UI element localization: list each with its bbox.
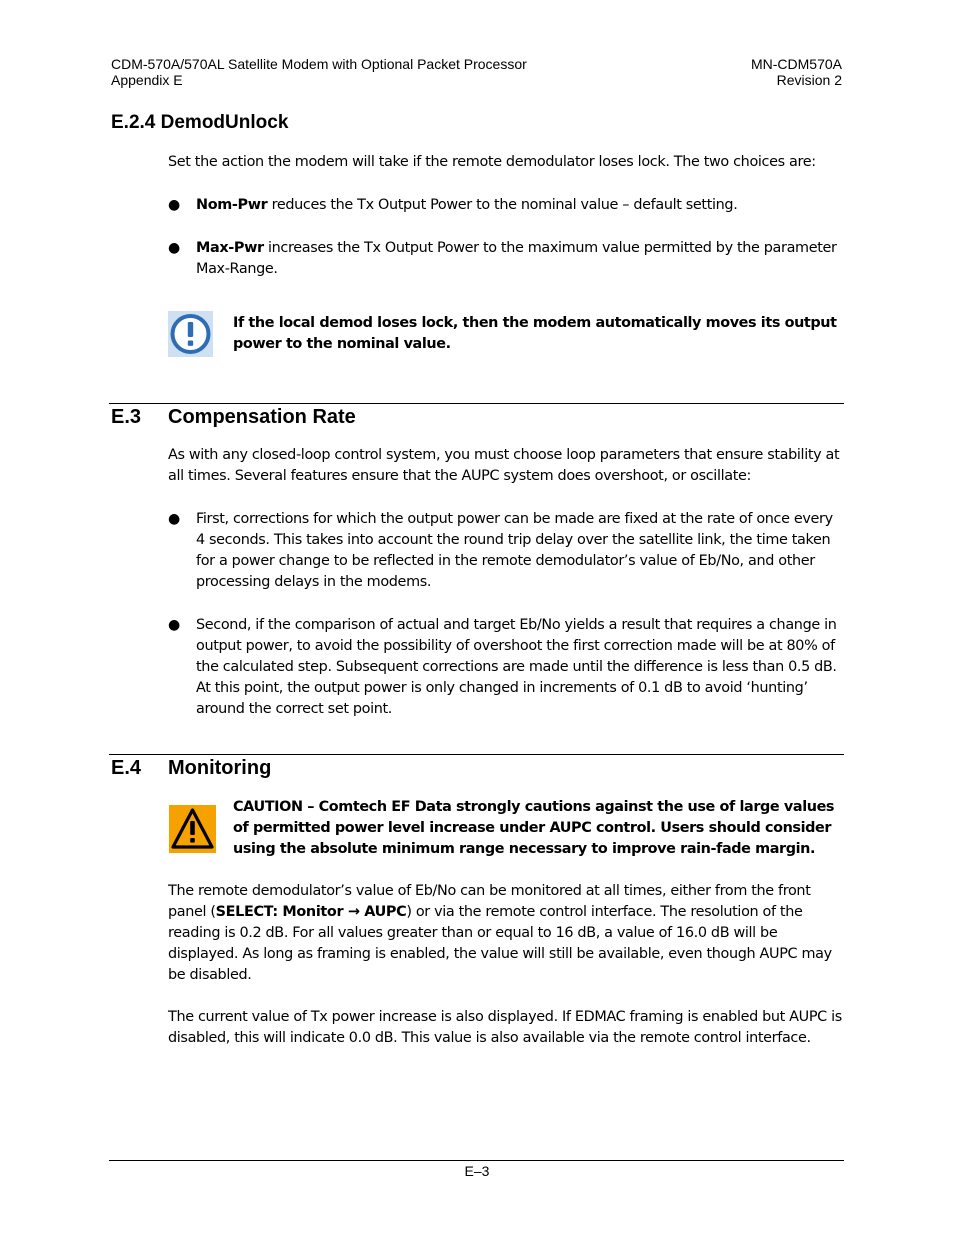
manual-number: MN-CDM570A [750, 56, 842, 72]
bullet-text: reduces the Tx Output Power to the nominal value – default setting. [267, 197, 738, 213]
list-item [168, 509, 844, 593]
section-heading-e3 [111, 406, 356, 429]
bullet-icon: ● [168, 240, 180, 256]
bullet-term: Max-Pwr [196, 240, 264, 256]
bullet-text: Second, if the comparison of actual and target Eb/No yields a result that requires a change in output power, to avoid the possibility of overshoot the first correction made will be at 80% of the calculated step. Subsequent corrections are made until the difference is less than 0.5 dB. At this point, the output power is only changed in increments of 0.1 dB to avoid ‘hunting’ around the correct set point. [196, 617, 837, 717]
bullet-text: First, corrections for which the output power can be made are fixed at the rate of once every 4 seconds. This takes into account the round trip delay over the satellite link, the time taken for a power change to be reflected in the remote demodulator’s value of Eb/No, and other processing delays in the modems. [196, 511, 833, 590]
e24-intro-paragraph: Set the action the modem will take if the remote demodulator loses lock. The two choices are: [168, 154, 816, 170]
revision-label: Revision 2 [776, 72, 842, 88]
menu-path: SELECT: Monitor → AUPC [215, 904, 407, 920]
bullet-icon: ● [168, 197, 180, 213]
page-number: E–3 [464, 1163, 490, 1179]
paragraph-text: ) or via the remote control interface. The resolution of the reading is 0.2 dB. For all values greater than or equal to 16 dB, a value of 16.0 dB will be displayed. As long as framing is enabled, the value will still be available, even though AUPC may be disabled. [168, 904, 832, 983]
list-item [168, 238, 844, 280]
appendix-label: Appendix E [111, 72, 183, 88]
section-heading-e24: E.2.4 DemodUnlock [111, 112, 289, 133]
bullet-icon: ● [168, 511, 180, 527]
list-item [168, 195, 844, 216]
warning-triangle-icon [169, 805, 216, 853]
section-heading-e4 [111, 757, 271, 780]
info-exclamation-icon [168, 311, 213, 357]
bullet-term: Nom-Pwr [196, 197, 268, 213]
footer-divider [109, 1160, 844, 1161]
caution-text: CAUTION – Comtech EF Data strongly cautions against the use of large values of permitted power level increase under AUPC control. Users should consider using the absolute minimum range necessary to improve rain-fade margin. [233, 799, 835, 857]
bullet-icon: ● [168, 617, 180, 633]
section-divider [109, 403, 844, 404]
list-item [168, 615, 844, 720]
e4-monitoring-paragraph [168, 881, 844, 986]
section-title: Compensation Rate [168, 406, 356, 428]
section-number: E.4 [111, 757, 142, 779]
paragraph-text: The remote demodulator’s value of Eb/No can be monitored at all times, either from the front panel ( [168, 883, 811, 920]
bullet-text: increases the Tx Output Power to the maximum value permitted by the parameter Max-Range. [196, 240, 837, 277]
section-title: Monitoring [168, 757, 272, 779]
section-divider [109, 754, 844, 755]
section-number: E.3 [111, 406, 142, 428]
running-header-right [751, 56, 842, 88]
document-title: CDM-570A/570AL Satellite Modem with Optional Packet Processor [111, 56, 527, 72]
running-header-left [111, 56, 527, 88]
e4-tx-power-paragraph: The current value of Tx power increase is also displayed. If EDMAC framing is enabled but AUPC is disabled, this will indicate 0.0 dB. This value is also available via the remote control interface. [168, 1009, 842, 1046]
note-text: If the local demod loses lock, then the modem automatically moves its output power to the nominal value. [233, 315, 837, 352]
e3-intro-paragraph: As with any closed-loop control system, you must choose loop parameters that ensure stability at all times. Several features ensure that the AUPC system does overshoot, or oscillate: [168, 447, 840, 484]
